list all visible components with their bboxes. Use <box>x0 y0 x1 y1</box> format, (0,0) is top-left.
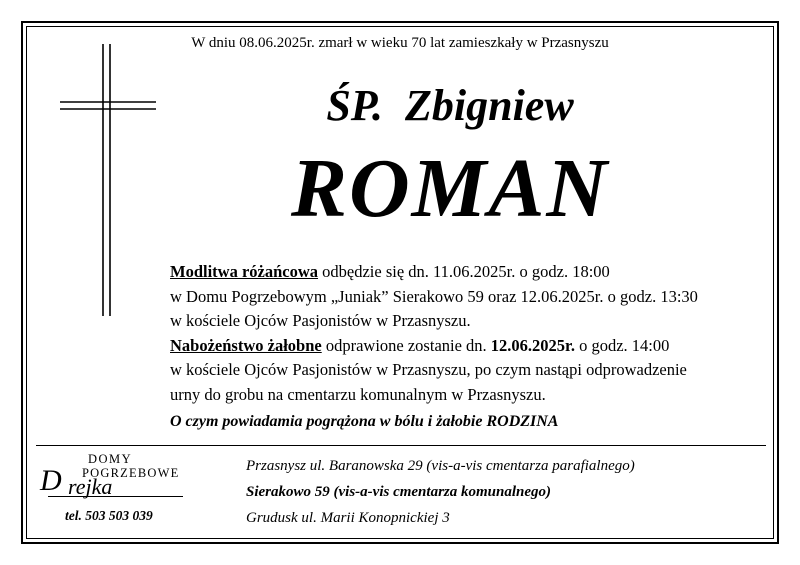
phone-number: tel. 503 503 039 <box>65 508 153 523</box>
burial-line: urny do grobu na cmentarzu komunalnym w Przasnyszu. <box>170 384 546 404</box>
service-line: Nabożeństwo żałobne odprawione zostanie dn. 12.06.2025r. o godz. 14:00 <box>170 335 670 355</box>
service-label: Nabożeństwo żałobne <box>170 335 322 355</box>
logo-underline <box>48 496 183 497</box>
logo-line-pogrzebowe: POGRZEBOWE <box>82 466 180 480</box>
deceased-first-name <box>250 80 650 131</box>
address-przasnysz: Przasnysz ul. Baranowska 29 (vis-a-vis cmentarza parafialnego) <box>246 458 635 474</box>
logo-script-rest: rejka <box>68 474 113 499</box>
cross-icon <box>56 44 156 324</box>
logo-script-initial: D <box>40 464 62 497</box>
rosary-label: Modlitwa różańcowa <box>170 262 319 281</box>
rosary-line: Modlitwa różańcowa odbędzie się dn. 11.06.2025r. o godz. 18:00 <box>170 262 610 281</box>
address-grudusk: Grudusk ul. Marii Konopnickiej 3 <box>246 510 450 526</box>
funeral-home-addresses <box>246 453 635 531</box>
logo-line-domy: DOMY <box>88 452 133 466</box>
first-name: Zbigniew <box>405 81 574 130</box>
funeral-home-line: w Domu Pogrzebowym „Juniak” Sierakowo 59 oraz 12.06.2025r. o godz. 13:30 <box>170 286 698 306</box>
church-line: w kościele Ojców Pasjonistów w Przasnyszu. <box>170 311 471 330</box>
church-procession-line: w kościele Ojców Pasjonistów w Przasnyszu, po czym nastąpi odprowadzenie <box>170 360 687 379</box>
service-date: 12.06.2025r. <box>490 335 575 355</box>
funeral-details <box>170 260 750 407</box>
address-sierakowo: Sierakowo 59 (vis-a-vis cmentarza komunalnego) <box>246 484 552 500</box>
divider <box>36 445 766 446</box>
family-closing: O czym powiadamia pogrążona w bólu i żałobie RODZINA <box>170 413 559 430</box>
deceased-surname: ROMAN <box>290 142 610 235</box>
name-prefix: ŚP. <box>326 81 383 130</box>
death-notice-header: W dniu 08.06.2025r. zmarł w wieku 70 lat zamieszkały w Przasnyszu <box>191 35 609 51</box>
